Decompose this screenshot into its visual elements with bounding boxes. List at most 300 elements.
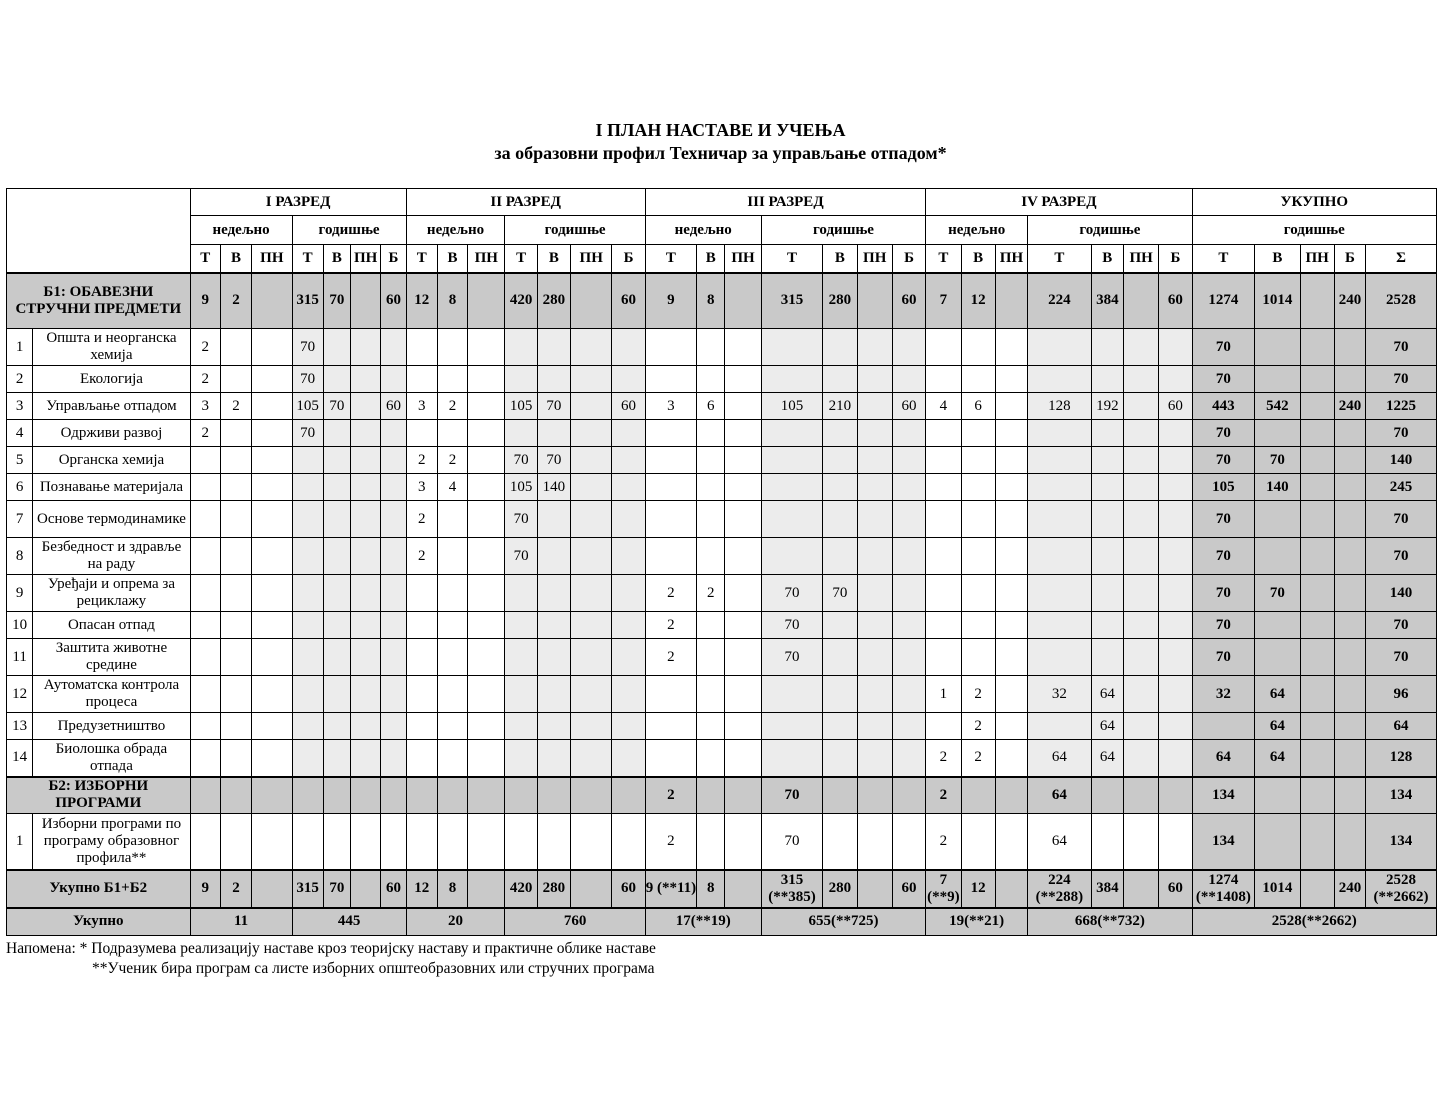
value-cell [697, 420, 725, 447]
pn-col-header: ПН [252, 245, 292, 273]
value-cell [323, 740, 350, 777]
value-cell: 70 [505, 501, 537, 538]
value-cell [697, 447, 725, 474]
value-cell: 8 [697, 870, 725, 908]
value-cell [761, 447, 823, 474]
value-cell [1123, 366, 1158, 393]
value-cell [437, 538, 467, 575]
value-cell: 70 [505, 538, 537, 575]
value-cell [857, 393, 892, 420]
value-cell [1159, 639, 1192, 676]
v-col-header: В [1255, 245, 1300, 273]
subject-row [7, 329, 1437, 366]
value-cell: 64 [1366, 713, 1437, 740]
value-cell [1255, 501, 1300, 538]
value-cell: 64 [1091, 740, 1123, 777]
row-number: 11 [7, 639, 33, 676]
value-cell [292, 639, 323, 676]
row-number: 9 [7, 575, 33, 612]
value-cell: 315 [292, 870, 323, 908]
value-cell [995, 420, 1027, 447]
value-cell [995, 366, 1027, 393]
row-number: 14 [7, 740, 33, 777]
value-cell: 2 [645, 612, 696, 639]
value-cell [857, 676, 892, 713]
value-cell: 240 [1334, 870, 1365, 908]
value-cell [406, 676, 437, 713]
value-cell: 2 [645, 639, 696, 676]
row-number: 8 [7, 538, 33, 575]
value-cell [761, 676, 823, 713]
b-col-header: Б [1159, 245, 1192, 273]
value-cell [645, 676, 696, 713]
value-cell: 70 [323, 870, 350, 908]
v-col-header: В [437, 245, 467, 273]
value-cell [252, 273, 292, 329]
value-cell [468, 777, 505, 814]
subject-name: Одрживи развој [33, 420, 190, 447]
value-cell [697, 329, 725, 366]
value-cell: 60 [381, 393, 406, 420]
value-cell [612, 814, 645, 870]
value-cell [995, 713, 1027, 740]
value-cell [823, 366, 857, 393]
value-cell [697, 713, 725, 740]
value-cell: 105 [761, 393, 823, 420]
value-cell: 60 [381, 273, 406, 329]
value-cell [1255, 538, 1300, 575]
value-cell [323, 474, 350, 501]
value-cell: 70 [537, 393, 570, 420]
subject-row [7, 393, 1437, 420]
total-cell: 445 [292, 908, 406, 936]
subject-row [7, 612, 1437, 639]
value-cell [823, 420, 857, 447]
b-col-header: Б [1334, 245, 1365, 273]
value-cell [725, 777, 761, 814]
value-cell [220, 575, 251, 612]
value-cell [926, 639, 961, 676]
pn-col-header: ПН [857, 245, 892, 273]
value-cell [505, 740, 537, 777]
value-cell: 70 [292, 420, 323, 447]
value-cell [857, 420, 892, 447]
value-cell [995, 740, 1027, 777]
value-cell [468, 366, 505, 393]
value-cell [220, 420, 251, 447]
value-cell [612, 777, 645, 814]
value-cell: 70 [1255, 447, 1300, 474]
value-cell: 8 [697, 273, 725, 329]
value-cell: 1274 (**1408) [1192, 870, 1255, 908]
value-cell [468, 676, 505, 713]
value-cell [252, 639, 292, 676]
value-cell: 8 [437, 870, 467, 908]
value-cell [645, 329, 696, 366]
value-cell [1300, 393, 1334, 420]
value-cell [437, 777, 467, 814]
yearly-header: годишње [761, 216, 926, 245]
value-cell: 70 [761, 575, 823, 612]
value-cell: 443 [1192, 393, 1255, 420]
value-cell [571, 676, 612, 713]
value-cell [1091, 474, 1123, 501]
value-cell [1334, 639, 1365, 676]
value-cell [437, 575, 467, 612]
value-cell [761, 420, 823, 447]
subject-row [7, 575, 1437, 612]
value-cell [823, 740, 857, 777]
value-cell [1300, 273, 1334, 329]
value-cell [406, 329, 437, 366]
value-cell [537, 366, 570, 393]
value-cell [1123, 740, 1158, 777]
value-cell: 134 [1192, 814, 1255, 870]
value-cell [961, 366, 995, 393]
value-cell [1300, 501, 1334, 538]
value-cell [292, 447, 323, 474]
value-cell [351, 870, 381, 908]
value-cell: 3 [645, 393, 696, 420]
value-cell [995, 273, 1027, 329]
page-subtitle: за образовни профил Техничар за управљање отпадом* [494, 143, 947, 163]
subject-row [7, 501, 1437, 538]
subject-row [7, 447, 1437, 474]
value-cell [926, 420, 961, 447]
value-cell [571, 474, 612, 501]
value-cell [437, 612, 467, 639]
value-cell [1123, 538, 1158, 575]
value-cell [252, 366, 292, 393]
value-cell [1028, 575, 1092, 612]
value-cell: 2 [645, 777, 696, 814]
total-cell: 655(**725) [761, 908, 926, 936]
value-cell [406, 612, 437, 639]
total-cell: 2528(**2662) [1192, 908, 1436, 936]
value-cell [1255, 329, 1300, 366]
value-cell [892, 474, 925, 501]
total-header: УКУПНО [1192, 189, 1436, 216]
value-cell: 2 [926, 777, 961, 814]
value-cell [926, 612, 961, 639]
value-cell [1123, 501, 1158, 538]
subject-name: Предузетништво [33, 713, 190, 740]
value-cell: 280 [537, 870, 570, 908]
value-cell: 315 (**385) [761, 870, 823, 908]
value-cell [437, 639, 467, 676]
value-cell [725, 366, 761, 393]
value-cell [1300, 777, 1334, 814]
value-cell [697, 538, 725, 575]
value-cell [612, 575, 645, 612]
value-cell: 315 [761, 273, 823, 329]
value-cell [571, 447, 612, 474]
value-cell: 12 [406, 273, 437, 329]
value-cell: 2 [926, 740, 961, 777]
value-cell [1334, 777, 1365, 814]
v-col-header: В [961, 245, 995, 273]
b-col-header: Б [892, 245, 925, 273]
value-cell [571, 329, 612, 366]
value-cell [220, 676, 251, 713]
v-col-header: В [220, 245, 251, 273]
value-cell: 70 [1192, 612, 1255, 639]
value-cell: 6 [697, 393, 725, 420]
pn-col-header: ПН [1123, 245, 1158, 273]
value-cell [1159, 740, 1192, 777]
corner-cell [7, 189, 191, 273]
value-cell [697, 740, 725, 777]
value-cell [1334, 501, 1365, 538]
value-cell [1334, 329, 1365, 366]
value-cell [190, 676, 220, 713]
subject-row [7, 814, 1437, 870]
value-cell: 1014 [1255, 870, 1300, 908]
value-cell: 140 [537, 474, 570, 501]
value-cell [468, 447, 505, 474]
value-cell [1300, 538, 1334, 575]
value-cell: 70 [1366, 538, 1437, 575]
value-cell [351, 273, 381, 329]
value-cell [220, 329, 251, 366]
value-cell [961, 612, 995, 639]
value-cell [926, 366, 961, 393]
value-cell [220, 639, 251, 676]
value-cell [1334, 740, 1365, 777]
value-cell: 64 [1091, 713, 1123, 740]
value-cell [292, 575, 323, 612]
value-cell [857, 713, 892, 740]
value-cell [381, 676, 406, 713]
value-cell [961, 777, 995, 814]
value-cell: 2 [220, 870, 251, 908]
value-cell [961, 575, 995, 612]
value-cell [995, 393, 1027, 420]
value-cell: 12 [406, 870, 437, 908]
value-cell [1028, 420, 1092, 447]
value-cell [857, 501, 892, 538]
value-cell [1300, 612, 1334, 639]
value-cell [961, 639, 995, 676]
value-cell: 70 [1192, 420, 1255, 447]
value-cell [351, 713, 381, 740]
total-cell: 11 [190, 908, 292, 936]
value-cell [612, 420, 645, 447]
t-col-header: Т [1192, 245, 1255, 273]
value-cell: 9 [645, 273, 696, 329]
value-cell [190, 713, 220, 740]
value-cell [1091, 639, 1123, 676]
subject-name: Основе термодинамике [33, 501, 190, 538]
value-cell: 2 [220, 273, 251, 329]
value-cell: 1225 [1366, 393, 1437, 420]
value-cell [823, 639, 857, 676]
value-cell [1300, 366, 1334, 393]
t-col-header: Т [1028, 245, 1092, 273]
value-cell [437, 329, 467, 366]
value-cell [351, 575, 381, 612]
value-cell: 2 [645, 575, 696, 612]
t-col-header: Т [645, 245, 696, 273]
subject-row [7, 366, 1437, 393]
value-cell [381, 366, 406, 393]
value-cell: 2 [406, 501, 437, 538]
value-cell [1159, 612, 1192, 639]
value-cell [823, 474, 857, 501]
value-cell [537, 740, 570, 777]
value-cell: 245 [1366, 474, 1437, 501]
value-cell [1091, 420, 1123, 447]
value-cell [252, 329, 292, 366]
subject-name: Органска хемија [33, 447, 190, 474]
value-cell [437, 814, 467, 870]
value-cell [961, 420, 995, 447]
t-col-header: Т [761, 245, 823, 273]
value-cell [1091, 501, 1123, 538]
value-cell [468, 612, 505, 639]
value-cell [323, 777, 350, 814]
value-cell: 70 [292, 329, 323, 366]
value-cell [995, 870, 1027, 908]
value-cell: 420 [505, 273, 537, 329]
value-cell: 140 [1366, 447, 1437, 474]
value-cell [351, 501, 381, 538]
value-cell [892, 366, 925, 393]
value-cell [857, 447, 892, 474]
value-cell: 70 [1192, 329, 1255, 366]
value-cell [252, 501, 292, 538]
value-cell [1300, 713, 1334, 740]
value-cell [857, 740, 892, 777]
value-cell: 70 [323, 273, 350, 329]
weekly-header: недељно [190, 216, 292, 245]
value-cell [323, 676, 350, 713]
value-cell [1159, 676, 1192, 713]
value-cell [1334, 420, 1365, 447]
value-cell [645, 538, 696, 575]
value-cell [381, 447, 406, 474]
value-cell [537, 420, 570, 447]
value-cell [697, 474, 725, 501]
value-cell [505, 814, 537, 870]
value-cell: 7 (**9) [926, 870, 961, 908]
value-cell: 2 [961, 676, 995, 713]
value-cell: 384 [1091, 273, 1123, 329]
value-cell [1159, 538, 1192, 575]
value-cell [537, 713, 570, 740]
value-cell [961, 538, 995, 575]
value-cell [381, 713, 406, 740]
value-cell [892, 612, 925, 639]
value-cell: 64 [1091, 676, 1123, 713]
value-cell: 32 [1028, 676, 1092, 713]
grand-total-row [7, 908, 1437, 936]
value-cell [1300, 676, 1334, 713]
value-cell [1028, 639, 1092, 676]
value-cell [252, 538, 292, 575]
value-cell [537, 814, 570, 870]
value-cell [1123, 393, 1158, 420]
value-cell [857, 612, 892, 639]
value-cell: 9 [190, 273, 220, 329]
value-cell [381, 474, 406, 501]
value-cell [571, 575, 612, 612]
value-cell [220, 447, 251, 474]
value-cell [1091, 612, 1123, 639]
value-cell: 2 [697, 575, 725, 612]
value-cell [323, 575, 350, 612]
value-cell [468, 474, 505, 501]
value-cell [1123, 777, 1158, 814]
value-cell [1159, 814, 1192, 870]
value-cell [323, 538, 350, 575]
value-cell [1028, 329, 1092, 366]
value-cell [612, 329, 645, 366]
row-number: 13 [7, 713, 33, 740]
value-cell [351, 447, 381, 474]
subject-name: Биолошка обрада отпада [33, 740, 190, 777]
b-col-header: Б [612, 245, 645, 273]
pn-col-header: ПН [468, 245, 505, 273]
value-cell [351, 777, 381, 814]
value-cell [1300, 870, 1334, 908]
value-cell [292, 538, 323, 575]
total-cell: 20 [406, 908, 505, 936]
value-cell [857, 870, 892, 908]
value-cell: 70 [292, 366, 323, 393]
value-cell [292, 713, 323, 740]
total-cell: 17(**19) [645, 908, 761, 936]
value-cell [995, 474, 1027, 501]
value-cell [351, 366, 381, 393]
value-cell: 64 [1028, 814, 1092, 870]
value-cell [252, 575, 292, 612]
value-cell: 70 [1192, 575, 1255, 612]
row-label: Укупно Б1+Б2 [7, 870, 191, 908]
value-cell [323, 447, 350, 474]
value-cell [351, 329, 381, 366]
value-cell [406, 777, 437, 814]
value-cell: 70 [537, 447, 570, 474]
value-cell [1192, 713, 1255, 740]
value-cell [645, 420, 696, 447]
value-cell [381, 420, 406, 447]
value-cell [1028, 612, 1092, 639]
value-cell: 2 [961, 740, 995, 777]
value-cell: 2 [190, 329, 220, 366]
value-cell [892, 639, 925, 676]
value-cell [252, 393, 292, 420]
value-cell [468, 393, 505, 420]
value-cell [857, 814, 892, 870]
value-cell [857, 639, 892, 676]
value-cell [725, 538, 761, 575]
subject-name: Управљање отпадом [33, 393, 190, 420]
value-cell [1159, 713, 1192, 740]
value-cell [571, 273, 612, 329]
subject-name: Изборни програми по програму образовног профила** [33, 814, 190, 870]
value-cell: 70 [761, 777, 823, 814]
subject-row [7, 474, 1437, 501]
value-cell [468, 420, 505, 447]
subject-name: Опасан отпад [33, 612, 190, 639]
yearly-header: годишње [1028, 216, 1192, 245]
value-cell [1123, 420, 1158, 447]
value-cell: 128 [1028, 393, 1092, 420]
value-cell [292, 740, 323, 777]
value-cell: 70 [323, 393, 350, 420]
value-cell [1028, 474, 1092, 501]
